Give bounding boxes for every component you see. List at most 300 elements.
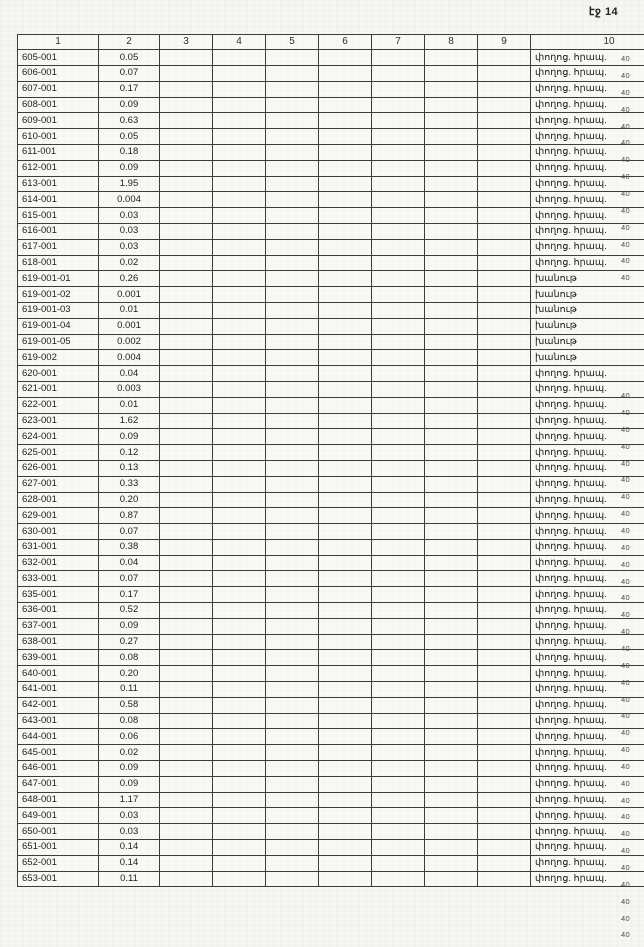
cell-empty <box>319 729 372 745</box>
table-row <box>18 571 644 587</box>
cell-empty <box>213 50 266 66</box>
cell-empty <box>213 650 266 666</box>
cell-code: 614-001 <box>18 192 99 208</box>
cell-note: փողոց. հրապ. <box>531 713 644 729</box>
cell-empty <box>266 208 319 224</box>
cell-code: 652-001 <box>18 855 99 871</box>
cell-code: 607-001 <box>18 81 99 97</box>
cell-value: 0.05 <box>99 50 160 66</box>
table-row <box>18 192 644 208</box>
cell-value: 0.02 <box>99 745 160 761</box>
cell-empty <box>160 65 213 81</box>
cell-empty <box>266 871 319 887</box>
cell-empty <box>372 824 425 840</box>
cell-empty <box>478 113 531 129</box>
cell-empty <box>213 682 266 698</box>
cell-empty <box>425 429 478 445</box>
cell-empty <box>213 697 266 713</box>
cell-empty <box>319 81 372 97</box>
cell-note: փողոց. հրապ. <box>531 555 644 571</box>
cell-empty <box>425 587 478 603</box>
cell-code: 617-001 <box>18 239 99 255</box>
cell-empty <box>213 208 266 224</box>
cell-empty <box>372 697 425 713</box>
cell-note: փողոց. հրապ. <box>531 445 644 461</box>
cell-value: 0.12 <box>99 445 160 461</box>
cell-empty <box>213 713 266 729</box>
cell-empty <box>425 176 478 192</box>
cell-empty <box>319 176 372 192</box>
margin-number: 40 <box>621 424 630 434</box>
cell-value: 0.004 <box>99 192 160 208</box>
cell-empty <box>319 271 372 287</box>
table-row <box>18 840 644 856</box>
table-row <box>18 682 644 698</box>
cell-empty <box>425 129 478 145</box>
cell-empty <box>478 476 531 492</box>
cell-empty <box>213 318 266 334</box>
margin-number: 40 <box>621 205 630 215</box>
cell-empty <box>160 587 213 603</box>
cell-empty <box>319 208 372 224</box>
cell-value: 0.04 <box>99 366 160 382</box>
cell-empty <box>372 429 425 445</box>
cell-empty <box>319 682 372 698</box>
table-row <box>18 508 644 524</box>
margin-number: 40 <box>621 643 630 653</box>
cell-empty <box>213 855 266 871</box>
cell-note: փողոց. հրապ. <box>531 397 644 413</box>
cell-value: 0.08 <box>99 650 160 666</box>
margin-number: 40 <box>621 694 630 704</box>
margin-number: 40 <box>621 121 630 131</box>
margin-number: 40 <box>621 576 630 586</box>
cell-empty <box>478 381 531 397</box>
cell-note: փողոց. հրապ. <box>531 97 644 113</box>
cell-empty <box>425 603 478 619</box>
cell-code: 650-001 <box>18 824 99 840</box>
cell-empty <box>266 413 319 429</box>
cell-value: 0.17 <box>99 587 160 603</box>
cell-empty <box>319 634 372 650</box>
table-row <box>18 97 644 113</box>
cell-empty <box>213 539 266 555</box>
cell-value: 0.07 <box>99 524 160 540</box>
cell-empty <box>478 618 531 634</box>
cell-code: 628-001 <box>18 492 99 508</box>
cell-empty <box>266 618 319 634</box>
cell-empty <box>425 855 478 871</box>
cell-value: 0.26 <box>99 271 160 287</box>
column-header-7: 7 <box>372 35 425 50</box>
cell-code: 648-001 <box>18 792 99 808</box>
cell-code: 635-001 <box>18 587 99 603</box>
cell-code: 605-001 <box>18 50 99 66</box>
cell-empty <box>478 666 531 682</box>
cell-empty <box>372 682 425 698</box>
cell-empty <box>213 492 266 508</box>
cell-note: փողոց. հրապ. <box>531 255 644 271</box>
cell-empty <box>425 508 478 524</box>
cell-empty <box>160 713 213 729</box>
cell-code: 651-001 <box>18 840 99 856</box>
cell-empty <box>425 287 478 303</box>
table-row <box>18 618 644 634</box>
table-row <box>18 792 644 808</box>
cell-empty <box>266 539 319 555</box>
cell-empty <box>425 445 478 461</box>
cell-empty <box>425 271 478 287</box>
cell-note: փողոց. հրապ. <box>531 745 644 761</box>
cell-empty <box>319 287 372 303</box>
cell-empty <box>372 176 425 192</box>
table-row <box>18 287 644 303</box>
table-row <box>18 271 644 287</box>
cell-code: 608-001 <box>18 97 99 113</box>
cell-empty <box>213 792 266 808</box>
cell-empty <box>425 761 478 777</box>
cell-value: 0.20 <box>99 492 160 508</box>
cell-empty <box>478 429 531 445</box>
margin-number: 40 <box>621 846 630 856</box>
cell-empty <box>425 713 478 729</box>
cell-note: փողոց. հրապ. <box>531 223 644 239</box>
cell-empty <box>160 650 213 666</box>
table-header-row <box>18 35 644 50</box>
cell-empty <box>478 65 531 81</box>
table-row <box>18 50 644 66</box>
cell-empty <box>266 223 319 239</box>
cell-empty <box>213 871 266 887</box>
cell-empty <box>319 113 372 129</box>
cell-empty <box>478 745 531 761</box>
cell-empty <box>372 192 425 208</box>
cell-empty <box>266 302 319 318</box>
cell-note: փողոց. հրապ. <box>531 50 644 66</box>
cell-empty <box>213 223 266 239</box>
cell-value: 0.004 <box>99 350 160 366</box>
cell-empty <box>425 413 478 429</box>
cell-empty <box>372 713 425 729</box>
cell-empty <box>213 129 266 145</box>
cell-code: 627-001 <box>18 476 99 492</box>
cell-empty <box>319 50 372 66</box>
cell-empty <box>213 587 266 603</box>
cell-empty <box>160 192 213 208</box>
margin-number: 40 <box>621 273 630 283</box>
cell-empty <box>478 144 531 160</box>
cell-empty <box>319 571 372 587</box>
cell-empty <box>372 334 425 350</box>
cell-empty <box>266 397 319 413</box>
cell-note: խանութ <box>531 302 644 318</box>
cell-empty <box>372 223 425 239</box>
cell-note: փողոց. հրապ. <box>531 650 644 666</box>
cell-empty <box>266 808 319 824</box>
cell-empty <box>372 318 425 334</box>
cell-empty <box>266 729 319 745</box>
cell-empty <box>213 761 266 777</box>
cell-code: 633-001 <box>18 571 99 587</box>
cell-note: փողոց. հրապ. <box>531 460 644 476</box>
cell-empty <box>319 539 372 555</box>
margin-number: 40 <box>621 795 630 805</box>
cell-empty <box>372 255 425 271</box>
cell-empty <box>213 97 266 113</box>
cell-empty <box>266 366 319 382</box>
margin-number: 40 <box>621 441 630 451</box>
cell-value: 0.01 <box>99 302 160 318</box>
cell-empty <box>372 239 425 255</box>
column-header-4: 4 <box>213 35 266 50</box>
cell-empty <box>213 65 266 81</box>
cell-empty <box>213 666 266 682</box>
table-row <box>18 397 644 413</box>
cell-value: 0.09 <box>99 618 160 634</box>
cell-code: 644-001 <box>18 729 99 745</box>
cell-note: փողոց. հրապ. <box>531 381 644 397</box>
cell-empty <box>372 618 425 634</box>
margin-number: 40 <box>621 812 630 822</box>
cell-value: 0.09 <box>99 776 160 792</box>
cell-code: 621-001 <box>18 381 99 397</box>
table-row <box>18 65 644 81</box>
cell-code: 611-001 <box>18 144 99 160</box>
cell-note: փողոց. հրապ. <box>531 776 644 792</box>
cell-empty <box>478 350 531 366</box>
column-header-10: 10 <box>531 35 644 50</box>
table-row <box>18 524 644 540</box>
margin-number: 40 <box>621 526 630 535</box>
table-row <box>18 413 644 429</box>
cell-code: 615-001 <box>18 208 99 224</box>
cell-empty <box>213 618 266 634</box>
table-row <box>18 476 644 492</box>
cell-empty <box>425 208 478 224</box>
cell-value: 0.001 <box>99 318 160 334</box>
cell-empty <box>319 318 372 334</box>
cell-empty <box>160 729 213 745</box>
cell-empty <box>372 587 425 603</box>
cell-empty <box>213 255 266 271</box>
cell-code: 653-001 <box>18 871 99 887</box>
cell-note: փողոց. հրապ. <box>531 871 644 887</box>
cell-code: 622-001 <box>18 397 99 413</box>
cell-empty <box>160 445 213 461</box>
cell-empty <box>319 460 372 476</box>
cell-empty <box>372 745 425 761</box>
table-row <box>18 113 644 129</box>
cell-empty <box>160 176 213 192</box>
cell-empty <box>372 271 425 287</box>
cell-empty <box>160 208 213 224</box>
cell-code: 606-001 <box>18 65 99 81</box>
cell-empty <box>372 634 425 650</box>
cell-note: փողոց. հրապ. <box>531 192 644 208</box>
cell-empty <box>319 871 372 887</box>
cell-code: 632-001 <box>18 555 99 571</box>
table-row <box>18 666 644 682</box>
cell-empty <box>478 840 531 856</box>
cell-code: 630-001 <box>18 524 99 540</box>
cell-empty <box>213 366 266 382</box>
cell-empty <box>266 603 319 619</box>
margin-number: 40 <box>621 930 630 940</box>
cell-empty <box>478 650 531 666</box>
cell-empty <box>213 808 266 824</box>
cell-value: 0.03 <box>99 208 160 224</box>
cell-empty <box>266 429 319 445</box>
cell-value: 0.18 <box>99 144 160 160</box>
cell-empty <box>213 160 266 176</box>
cell-empty <box>266 350 319 366</box>
cell-empty <box>478 634 531 650</box>
cell-value: 0.05 <box>99 129 160 145</box>
cell-empty <box>319 223 372 239</box>
cell-empty <box>160 682 213 698</box>
cell-empty <box>266 792 319 808</box>
cell-empty <box>478 208 531 224</box>
cell-code: 609-001 <box>18 113 99 129</box>
cell-empty <box>319 492 372 508</box>
cell-empty <box>160 350 213 366</box>
margin-number: 40 <box>621 677 630 687</box>
cell-code: 612-001 <box>18 160 99 176</box>
cell-note: փողոց. հրապ. <box>531 492 644 508</box>
column-header-2: 2 <box>99 35 160 50</box>
table-row <box>18 429 644 445</box>
table-row <box>18 366 644 382</box>
cell-empty <box>425 255 478 271</box>
cell-empty <box>160 366 213 382</box>
cell-empty <box>266 713 319 729</box>
cell-code: 646-001 <box>18 761 99 777</box>
cell-empty <box>478 713 531 729</box>
cell-value: 1.17 <box>99 792 160 808</box>
cell-code: 641-001 <box>18 682 99 698</box>
table-header <box>18 35 644 50</box>
cell-empty <box>319 650 372 666</box>
margin-number: 40 <box>621 711 630 721</box>
cell-empty <box>319 824 372 840</box>
table-row <box>18 381 644 397</box>
cell-value: 0.13 <box>99 460 160 476</box>
cell-empty <box>478 555 531 571</box>
table-row <box>18 824 644 840</box>
cell-empty <box>478 445 531 461</box>
cell-empty <box>266 824 319 840</box>
cell-value: 0.08 <box>99 713 160 729</box>
cell-empty <box>372 539 425 555</box>
cell-empty <box>372 160 425 176</box>
cell-value: 0.07 <box>99 571 160 587</box>
column-header-6: 6 <box>319 35 372 50</box>
cell-empty <box>160 113 213 129</box>
cell-empty <box>319 445 372 461</box>
cell-empty <box>478 492 531 508</box>
cell-empty <box>425 160 478 176</box>
cell-value: 0.14 <box>99 840 160 856</box>
cell-empty <box>319 713 372 729</box>
cell-empty <box>478 524 531 540</box>
table-row <box>18 492 644 508</box>
data-table <box>17 34 644 887</box>
cell-code: 619-001-02 <box>18 287 99 303</box>
margin-number: 40 <box>621 896 630 906</box>
cell-empty <box>372 366 425 382</box>
cell-empty <box>160 855 213 871</box>
cell-empty <box>478 160 531 176</box>
cell-empty <box>319 761 372 777</box>
cell-empty <box>425 808 478 824</box>
cell-empty <box>266 381 319 397</box>
cell-empty <box>213 239 266 255</box>
cell-empty <box>425 192 478 208</box>
cell-code: 629-001 <box>18 508 99 524</box>
cell-empty <box>478 508 531 524</box>
cell-empty <box>478 255 531 271</box>
cell-empty <box>425 792 478 808</box>
cell-empty <box>266 761 319 777</box>
cell-empty <box>319 666 372 682</box>
cell-empty <box>266 524 319 540</box>
cell-code: 631-001 <box>18 539 99 555</box>
table-row <box>18 697 644 713</box>
margin-number: 40 <box>621 458 630 468</box>
cell-empty <box>372 129 425 145</box>
cell-empty <box>213 729 266 745</box>
margin-number: 40 <box>621 391 630 401</box>
cell-empty <box>160 761 213 777</box>
cell-note: փողոց. հրապ. <box>531 208 644 224</box>
margin-number: 40 <box>621 610 630 620</box>
cell-empty <box>266 271 319 287</box>
cell-empty <box>478 729 531 745</box>
margin-number: 40 <box>621 829 630 839</box>
cell-value: 0.09 <box>99 429 160 445</box>
cell-value: 0.33 <box>99 476 160 492</box>
cell-empty <box>425 666 478 682</box>
cell-empty <box>478 271 531 287</box>
cell-empty <box>266 113 319 129</box>
table-row <box>18 129 644 145</box>
cell-empty <box>213 302 266 318</box>
table-row <box>18 302 644 318</box>
cell-value: 0.03 <box>99 824 160 840</box>
cell-empty <box>160 618 213 634</box>
cell-empty <box>160 334 213 350</box>
cell-empty <box>319 587 372 603</box>
margin-number: 40 <box>621 778 630 788</box>
page-number-label: էջ 14 <box>588 6 618 18</box>
cell-empty <box>478 682 531 698</box>
table-row <box>18 176 644 192</box>
cell-empty <box>478 761 531 777</box>
cell-value: 0.63 <box>99 113 160 129</box>
cell-value: 0.17 <box>99 81 160 97</box>
cell-empty <box>213 824 266 840</box>
cell-empty <box>266 97 319 113</box>
margin-number: 40 <box>621 172 630 182</box>
cell-empty <box>372 397 425 413</box>
cell-empty <box>478 871 531 887</box>
cell-empty <box>425 697 478 713</box>
cell-empty <box>319 476 372 492</box>
table-row <box>18 587 644 603</box>
margin-number: 40 <box>621 71 630 81</box>
cell-empty <box>213 840 266 856</box>
cell-empty <box>425 776 478 792</box>
